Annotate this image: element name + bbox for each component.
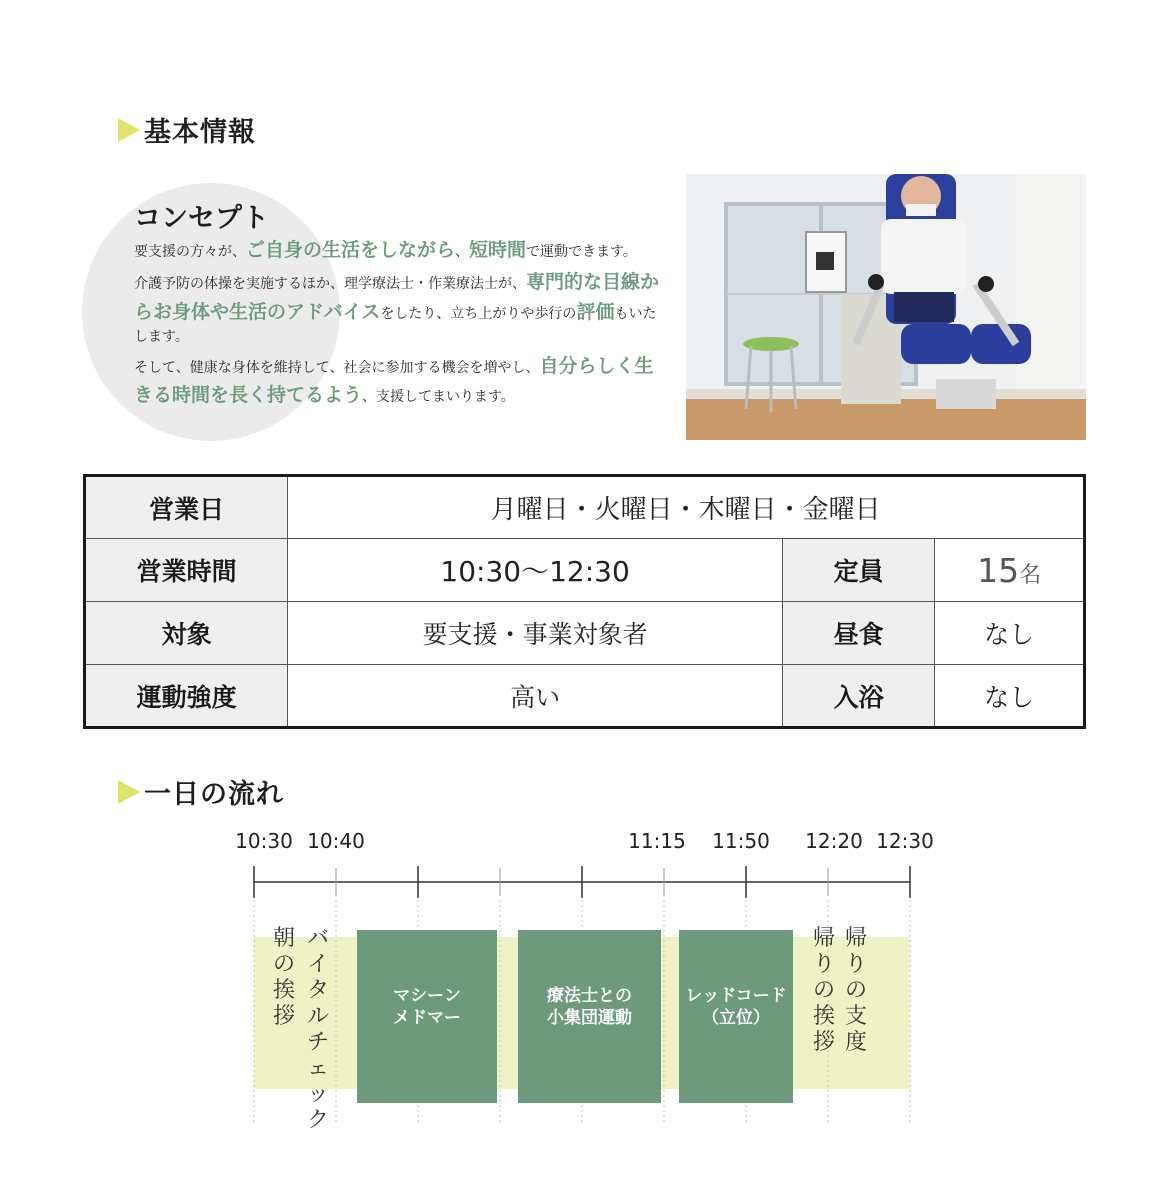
target-label: 対象	[85, 602, 288, 665]
concept-highlight-text: 自分らしく生きる時間を長く持てるよう	[134, 355, 654, 407]
timeline-vertical-label-char: ェ	[306, 1056, 330, 1082]
timeline-vertical-label-char: ッ	[306, 1082, 330, 1108]
timeline-time-label: 10:40	[307, 829, 365, 853]
timeline-activity-label: （立位）	[702, 1008, 770, 1028]
timeline-vertical-label-char: の	[844, 978, 868, 1004]
business-days-value: 月曜日・火曜日・木曜日・金曜日	[288, 476, 1085, 539]
timeline-time-label: 11:15	[628, 829, 686, 853]
timeline-time-label: 10:30	[235, 829, 293, 853]
bath-label: 入浴	[782, 665, 935, 728]
timeline-vertical-label-char: の	[272, 952, 296, 978]
capacity-label: 定員	[782, 539, 935, 602]
hours-label: 営業時間	[85, 539, 288, 602]
concept-text: 介護予防の体操を実施するほか、理学療法士・作業療法士が、	[134, 276, 526, 293]
concept-text: もいたします。	[134, 305, 657, 346]
timeline-time-label: 11:50	[712, 829, 770, 853]
concept-highlight-text: ご自身の生活をしながら	[246, 239, 456, 261]
timeline-activity-label: レッドコード	[685, 986, 787, 1006]
timeline-activity-label: マシーン	[393, 986, 461, 1006]
timeline-activity-label: 小集団運動	[547, 1008, 632, 1028]
bath-value: なし	[935, 665, 1085, 728]
concept-text: をしたり、立ち上がりや歩行の	[380, 305, 577, 322]
timeline-vertical-label-char: 拶	[272, 1004, 296, 1030]
concept-text: そして、健康な身体を維持して、社会に参加する機会を増やし、	[134, 360, 540, 376]
business-days-label: 営業日	[85, 476, 288, 539]
lunch-label: 昼食	[782, 602, 935, 665]
timeline-vertical-label-char: 度	[844, 1030, 868, 1056]
timeline-vertical-label-char: 帰	[812, 926, 836, 952]
concept-text: 要支援の方々が、	[134, 244, 246, 260]
timeline-vertical-label-char: タ	[306, 978, 330, 1004]
section-title-text: 一日の流れ	[144, 779, 284, 810]
timeline-time-label: 12:30	[876, 829, 934, 853]
intensity-label: 運動強度	[85, 665, 288, 728]
timeline-activity-label: 療法士との	[547, 986, 632, 1006]
lunch-value: なし	[935, 602, 1085, 665]
concept-text: で運動できます。	[526, 244, 637, 260]
timeline-vertical-label-char: ル	[306, 1004, 330, 1030]
target-value: 要支援・事業対象者	[288, 602, 783, 665]
hours-value: 10:30〜12:30	[288, 539, 783, 602]
timeline-vertical-label-char: チ	[306, 1030, 330, 1056]
timeline-vertical-label-char: バ	[306, 926, 330, 952]
concept-highlight-text: 専門的な目線からお身体や生活のアドバイス	[134, 271, 660, 323]
timeline-activity-label: メドマー	[393, 1008, 461, 1028]
section-title-text: 基本情報	[144, 117, 256, 148]
timeline-vertical-label-char: ク	[306, 1108, 330, 1134]
timeline-vertical-label-char: 支	[844, 1004, 868, 1030]
timeline-vertical-label-char: イ	[306, 952, 330, 978]
timeline-vertical-label-char: り	[844, 952, 868, 978]
concept-title: コンセプト	[134, 203, 269, 234]
timeline-vertical-label-char: 挨	[272, 978, 296, 1004]
timeline-vertical-label-char: の	[812, 978, 836, 1004]
concept-text: 、支援してまいります。	[362, 389, 515, 406]
timeline-vertical-label-char: り	[812, 952, 836, 978]
concept-highlight-text: 短時間	[469, 239, 527, 261]
timeline-time-label: 12:20	[805, 829, 863, 853]
capacity-unit: 名	[1019, 562, 1042, 588]
timeline-vertical-label-char: 帰	[844, 926, 868, 952]
timeline-vertical-label-char: 挨	[812, 1004, 836, 1030]
concept-highlight-text: 評価	[576, 300, 615, 323]
concept-text: 、	[455, 244, 470, 260]
intensity-value: 高い	[288, 665, 783, 728]
capacity-number: 15	[977, 550, 1020, 590]
timeline-vertical-label-char: 拶	[812, 1030, 836, 1056]
timeline-vertical-label-char: 朝	[272, 926, 296, 952]
